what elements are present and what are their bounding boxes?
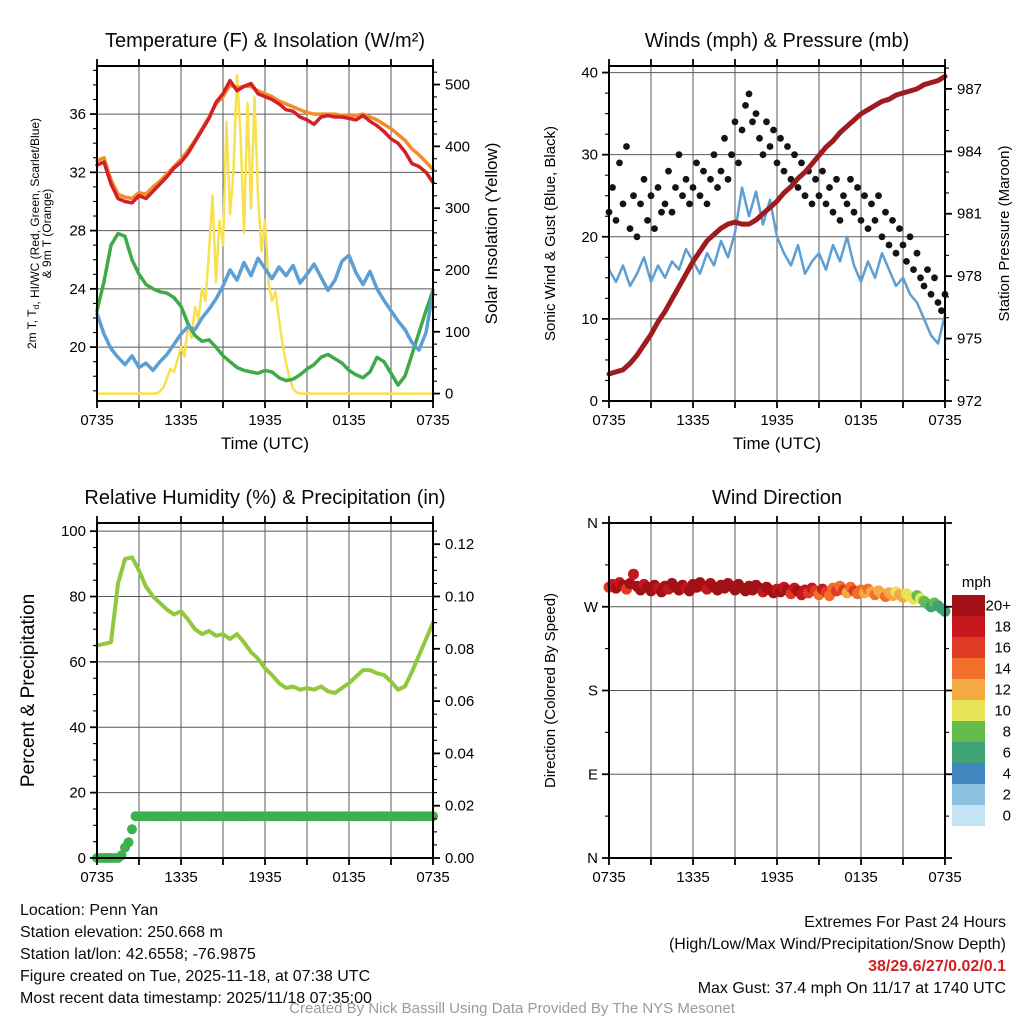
extremes-summary — [669, 912, 1006, 1000]
svg-text:1935: 1935 — [248, 412, 282, 429]
svg-text:0.00: 0.00 — [445, 850, 475, 867]
svg-text:20: 20 — [69, 784, 86, 802]
station-elevation: Station elevation: 250.668 m — [20, 924, 223, 941]
svg-text:0.12: 0.12 — [445, 536, 475, 554]
chart-wind-direction — [512, 457, 1024, 927]
svg-text:Winds (mph) & Pressure (mb): Winds (mph) & Pressure (mb) — [644, 30, 910, 52]
svg-text:0735: 0735 — [416, 869, 450, 886]
max-gust: Max Gust: 37.4 mph On 11/17 at 1740 UTC — [697, 980, 1006, 997]
svg-text:200: 200 — [445, 261, 471, 279]
svg-text:1335: 1335 — [164, 869, 198, 886]
svg-text:& 9m T (Orange): & 9m T (Orange) — [40, 188, 54, 279]
svg-text:0: 0 — [77, 850, 86, 867]
svg-text:0.02: 0.02 — [445, 797, 475, 815]
extremes-subtitle: (High/Low/Max Wind/Precipitation/Snow Depth) — [668, 936, 1006, 953]
svg-text:32: 32 — [69, 164, 86, 182]
svg-text:20: 20 — [69, 339, 86, 357]
svg-text:978: 978 — [957, 268, 983, 286]
svg-text:36: 36 — [69, 106, 86, 124]
svg-text:0735: 0735 — [928, 412, 962, 429]
svg-text:0735: 0735 — [592, 869, 626, 886]
svg-text:20+: 20+ — [985, 597, 1011, 615]
svg-text:1335: 1335 — [164, 412, 198, 429]
chart-winds-pressure — [512, 0, 1024, 470]
svg-text:0.04: 0.04 — [445, 745, 475, 763]
svg-text:Relative Humidity (%) & Precip: Relative Humidity (%) & Precipitation (in) — [84, 487, 446, 509]
svg-text:W: W — [583, 598, 598, 616]
svg-text:28: 28 — [69, 222, 86, 240]
extremes-values: 38/29.6/27/0.02/0.1 — [868, 958, 1006, 975]
svg-text:Direction (Colored By Speed): Direction (Colored By Speed) — [542, 592, 559, 789]
svg-text:Wind Direction: Wind Direction — [711, 487, 843, 509]
chart-temperature-insolation — [0, 0, 512, 470]
svg-text:0135: 0135 — [332, 412, 366, 429]
svg-text:Time (UTC): Time (UTC) — [732, 434, 822, 453]
svg-text:100: 100 — [60, 523, 86, 541]
svg-text:0135: 0135 — [332, 869, 366, 886]
svg-text:0.10: 0.10 — [445, 588, 475, 606]
svg-text:60: 60 — [69, 653, 86, 671]
svg-text:8: 8 — [1002, 723, 1011, 741]
svg-text:100: 100 — [445, 323, 471, 341]
chart-humidity-precipitation — [0, 457, 512, 927]
svg-text:0.08: 0.08 — [445, 640, 475, 658]
svg-text:N: N — [587, 850, 598, 867]
svg-text:6: 6 — [1002, 744, 1011, 762]
svg-text:987: 987 — [957, 80, 983, 98]
svg-text:40: 40 — [581, 64, 598, 82]
svg-text:0735: 0735 — [592, 412, 626, 429]
svg-text:0: 0 — [445, 385, 454, 403]
svg-text:1935: 1935 — [760, 869, 794, 886]
svg-text:2m T, Td, HI/WC (Red, Green, S: 2m T, $T_d$, HI/WC (Red, Green, Scarlet/Blue) — [25, 117, 42, 350]
svg-text:30: 30 — [581, 146, 598, 164]
svg-text:0735: 0735 — [80, 869, 114, 886]
svg-text:24: 24 — [69, 280, 86, 298]
svg-text:mph: mph — [961, 574, 992, 591]
svg-text:80: 80 — [69, 588, 86, 606]
figure-created: Figure created on Tue, 2025-11-18, at 07:38 UTC — [20, 968, 371, 985]
svg-text:16: 16 — [994, 639, 1011, 657]
station-info — [20, 900, 372, 1010]
station-location: Location: Penn Yan — [20, 902, 159, 919]
svg-text:1335: 1335 — [676, 869, 710, 886]
svg-text:Solar Insolation (Yellow): Solar Insolation (Yellow) — [482, 142, 501, 325]
svg-text:10: 10 — [994, 702, 1011, 720]
svg-text:Station Pressure (Maroon): Station Pressure (Maroon) — [996, 145, 1013, 322]
svg-text:14: 14 — [994, 660, 1011, 678]
data-timestamp: Most recent data timestamp: 2025/11/18 07:35:00 — [20, 990, 372, 1007]
extremes-title: Extremes For Past 24 Hours — [804, 914, 1006, 931]
svg-text:E: E — [587, 766, 598, 784]
svg-text:975: 975 — [957, 330, 983, 348]
svg-text:0735: 0735 — [416, 412, 450, 429]
svg-text:1935: 1935 — [760, 412, 794, 429]
svg-text:984: 984 — [957, 143, 983, 161]
svg-text:2: 2 — [1002, 786, 1011, 804]
svg-text:18: 18 — [994, 618, 1011, 636]
svg-text:0.06: 0.06 — [445, 693, 475, 711]
svg-text:981: 981 — [957, 205, 983, 223]
credit-footer: Created By Nick Bassill Using Data Provided By The NYS Mesonet — [289, 1000, 735, 1017]
svg-text:Sonic Wind & Gust (Blue, Black: Sonic Wind & Gust (Blue, Black) — [542, 125, 559, 342]
station-latlon: Station lat/lon: 42.6558; -76.9875 — [20, 946, 256, 963]
svg-text:Temperature (F) & Insolation (: Temperature (F) & Insolation (W/m²) — [104, 30, 426, 52]
svg-text:Time (UTC): Time (UTC) — [220, 434, 310, 453]
svg-text:4: 4 — [1002, 765, 1011, 783]
svg-text:0735: 0735 — [80, 412, 114, 429]
svg-text:N: N — [587, 515, 598, 532]
svg-text:1935: 1935 — [248, 869, 282, 886]
svg-text:12: 12 — [994, 681, 1011, 699]
svg-text:0: 0 — [589, 393, 598, 410]
svg-text:0135: 0135 — [844, 869, 878, 886]
svg-text:20: 20 — [581, 228, 598, 246]
svg-text:972: 972 — [957, 393, 983, 410]
svg-text:400: 400 — [445, 138, 471, 156]
svg-text:300: 300 — [445, 200, 471, 218]
svg-text:40: 40 — [69, 719, 86, 737]
svg-text:10: 10 — [581, 310, 598, 328]
svg-text:S: S — [587, 682, 598, 700]
svg-text:500: 500 — [445, 76, 471, 94]
svg-text:0735: 0735 — [928, 869, 962, 886]
svg-text:1335: 1335 — [676, 412, 710, 429]
svg-text:Percent & Precipitation: Percent & Precipitation — [18, 593, 39, 788]
svg-text:0: 0 — [1002, 807, 1011, 825]
svg-text:0135: 0135 — [844, 412, 878, 429]
